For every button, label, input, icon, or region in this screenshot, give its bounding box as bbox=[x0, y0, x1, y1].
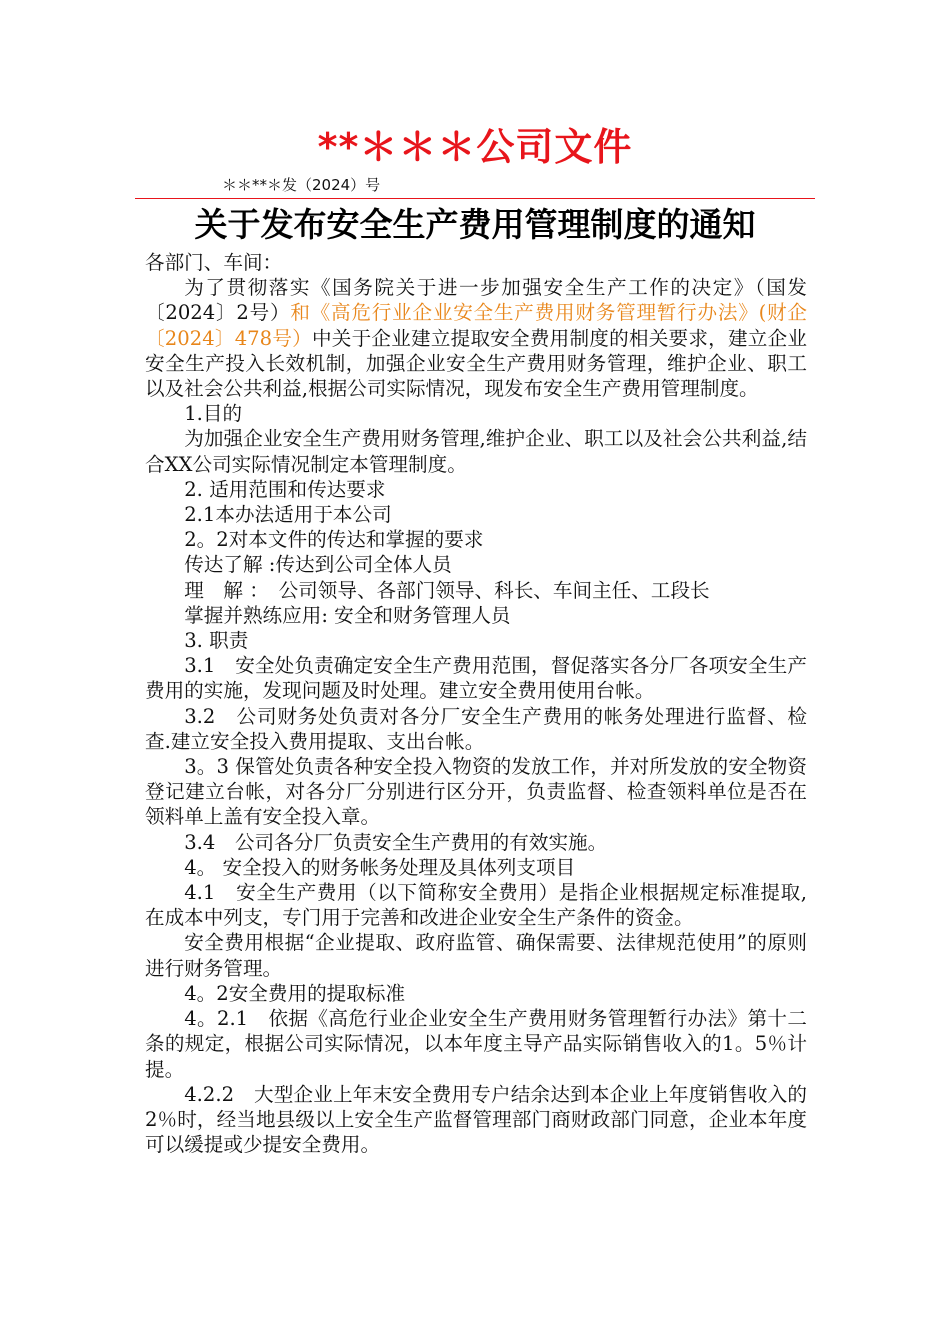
section-2-1: 2.1本办法适用于本公司 bbox=[184, 503, 392, 527]
document-body bbox=[145, 250, 807, 1157]
section-3-title: 3. 职责 bbox=[184, 629, 249, 653]
intro-text-part2: 中关于企业建立提取安全费用制度的相关要求，建立企业安全生产投入长效机制，加强企业安全生产费用财务管理，维护企业、职工以及社会公共利益,根据公司实际情况，现发布安全生产费用管理制度。 bbox=[145, 326, 808, 401]
intro-paragraph bbox=[145, 275, 807, 401]
company-document-header: **＊＊＊公司文件 bbox=[317, 125, 633, 169]
intro-text-part1: 为了贯彻落实《国务院关于进一步加强安全生产工作的决定》（国发〔2024〕2号） bbox=[145, 276, 807, 325]
section-3-1: 3.1 安全处负责确定安全生产费用范围，督促落实各分厂各项安全生产费用的实施，发现问题及时处理。建立安全费用使用台帐。 bbox=[145, 654, 807, 703]
section-3-3: 3。3 保管处负责各种安全投入物资的发放工作，并对所发放的安全物资登记建立台帐，对各分厂分别进行区分开，负责监督、检查领料单位是否在领料单上盖有安全投入章。 bbox=[145, 755, 807, 829]
intro-highlight-text: 和《高危行业企业安全生产费用财务管理暂行办法》(财企〔2024〕478号） bbox=[145, 301, 807, 350]
section-4-2: 4。2安全费用的提取标准 bbox=[184, 981, 406, 1005]
section-1-text: 为加强企业安全生产费用财务管理,维护企业、职工以及社会公共利益,结合XX公司实际情况制定本管理制度。 bbox=[145, 427, 807, 476]
section-3-2: 3.2 公司财务处负责对各分厂安全生产费用的帐务处理进行监督、检查.建立安全投入费用提取、支出台帐。 bbox=[145, 704, 807, 753]
section-3-4: 3.4 公司各分厂负责安全生产费用的有效实施。 bbox=[184, 830, 608, 854]
salutation: 各部门、车间： bbox=[145, 251, 283, 274]
section-1-title: 1.目的 bbox=[184, 402, 243, 426]
section-4-2-2: 4.2.2 大型企业上年末安全费用专户结余达到本企业上年度销售收入的2％时，经当地县级以上安全生产监督管理部门商财政部门同意，企业本年度可以缓提或少提安全费用。 bbox=[145, 1082, 807, 1157]
red-divider-line bbox=[135, 198, 815, 199]
section-4-2-1: 4。2.1 依据《高危行业企业安全生产费用财务管理暂行办法》第十二条的规定，根据公司实际情况，以本年度主导产品实际销售收入的1。5％计提。 bbox=[145, 1007, 807, 1081]
section-2-2-master: 掌握并熟练应用: 安全和财务管理人员 bbox=[184, 603, 511, 627]
section-2-2-convey: 传达了解 :传达到公司全体人员 bbox=[184, 553, 452, 577]
section-4-title: 4。 安全投入的财务帐务处理及具体列支项目 bbox=[184, 855, 576, 879]
section-2-title: 2. 适用范围和传达要求 bbox=[184, 477, 386, 501]
document-number: ＊＊**＊发（2024）号 bbox=[222, 176, 381, 194]
section-4-1-principle: 安全费用根据“企业提取、政府监管、确保需要、法律规范使用”的原则进行财务管理。 bbox=[145, 931, 807, 980]
notice-title: 关于发布安全生产费用管理制度的通知 bbox=[194, 205, 756, 244]
section-2-2: 2。2对本文件的传达和掌握的要求 bbox=[184, 528, 484, 552]
section-4-1: 4.1 安全生产费用（以下简称安全费用）是指企业根据规定标准提取,在成本中列支，专门用于完善和改进企业安全生产条件的资金。 bbox=[145, 881, 807, 930]
section-2-2-understand: 理 解 ： 公司领导、各部门领导、科长、车间主任、工段长 bbox=[184, 578, 710, 602]
